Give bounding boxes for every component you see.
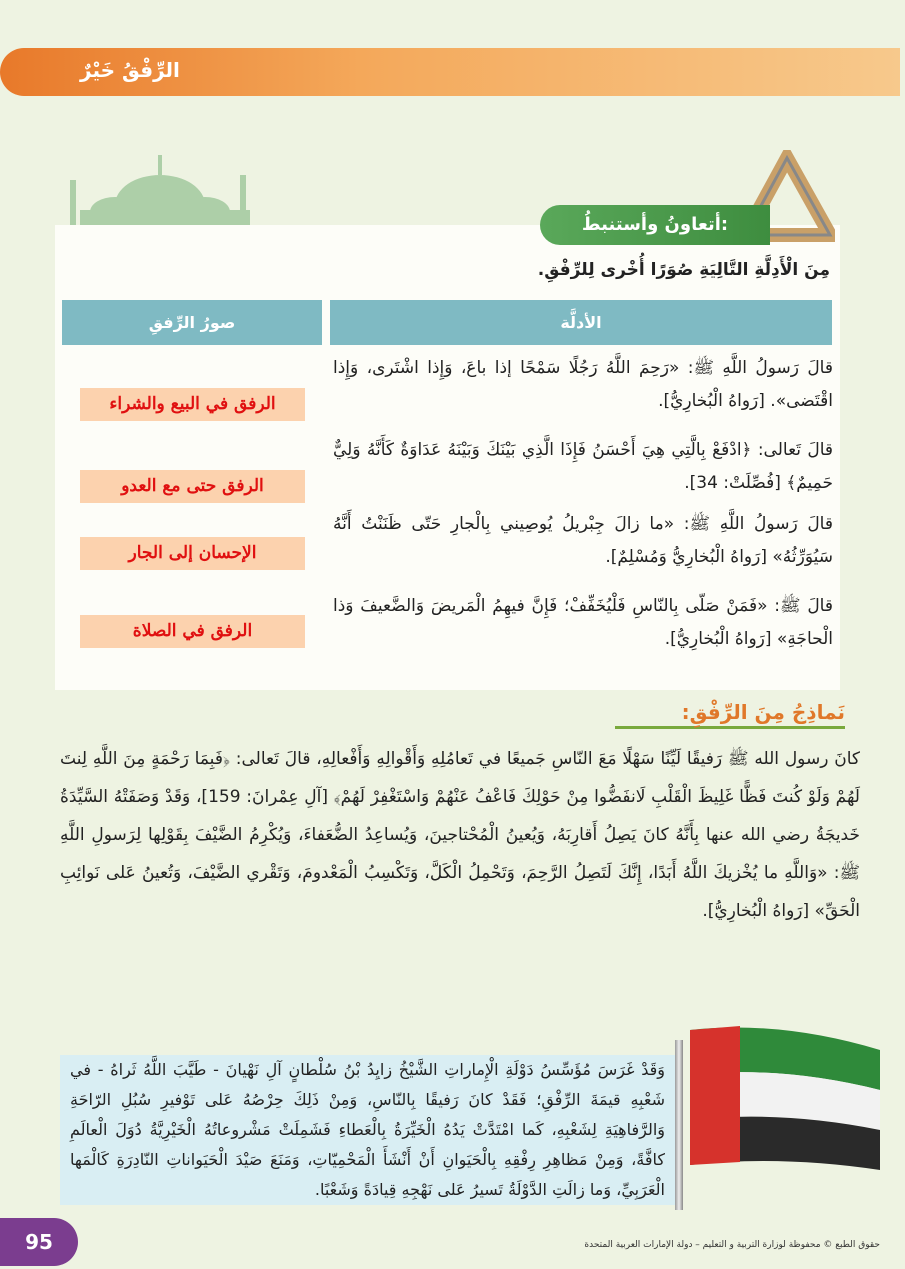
section-heading: نَماذِجُ مِنَ الرِّفْقِ:	[615, 700, 845, 729]
uae-info-box: وَقَدْ غَرَسَ مُؤَسِّسُ دَوْلَةِ الْإِماراتِ الشَّيْخُ زايِدُ بْنُ سُلْطانٍ آلِ نَهْيانَ - طَيَّبَ اللَّهُ ثَراهُ - في شَعْبِهِ قيمَةَ الرِّفْقِ؛ فَقَدْ كانَ رَفيقًا بِالنّاسِ، وَمِنْ ذَلِكَ حِرْصُهُ عَلى تَوْفيرِ سُبُلِ الرّاحَةِ وَالرَّفاهِيَةِ لِشَعْبِهِ، كَما امْتَدَّتْ يَدُهُ الْخَيِّرَةُ بِالْعَطاءِ فَشَمِلَتْ مَشْروعاتُهُ الْخَيْرِيَّةُ دُوَلَ الْعالَمِ كافَّةً، وَمِنْ مَظاهِرِ رِفْقِهِ بِالْحَيَوانِ أَنْ أَنْشَأَ الْمَحْمِيّاتِ، وَمَنَعَ صَيْدَ الْحَيَواناتِ النّادِرَةِ كَالْمَها الْعَرَبِيِّ، وَما زالَتِ الدَّوْلَةُ تَسيرُ عَلى نَهْجِهِ قِيادَةً وَشَعْبًا.	[60, 1055, 675, 1205]
flag-pole	[675, 1040, 683, 1210]
activity-banner: أتعاونُ وأستنبطُ:	[540, 205, 770, 245]
chapter-title: الرِّفْقُ خَيْرٌ	[80, 58, 180, 82]
table-header-evidence: الأدلَّة	[330, 300, 832, 345]
page-number: 95	[0, 1218, 78, 1266]
chapter-header-band	[0, 48, 900, 96]
mosque-silhouette-icon	[60, 150, 260, 225]
answer-box[interactable]: الرفق حتى مع العدو	[80, 470, 305, 503]
table-row-evidence: قالَ تَعالى: ﴿ادْفَعْ بِالَّتِي هِيَ أَحْسَنُ فَإِذَا الَّذِي بَيْنَكَ وَبَيْنَهُ عَدَاوَةٌ كَأَنَّهُ وَلِيٌّ حَمِيمٌ﴾ [فُصِّلَتْ: 34].	[333, 440, 833, 493]
table-row-evidence: قالَ رَسولُ اللَّهِ ﷺ: «ما زالَ جِبْريلُ يُوصِيني بِالْجارِ حَتّى ظَنَنْتُ أَنَّهُ سَيُوَرِّثُهُ» [رَواهُ الْبُخارِيُّ وَمُسْلِمٌ].	[333, 514, 833, 567]
table-header-forms: صورُ الرِّفقِ	[62, 300, 322, 345]
copyright-footer: حقوق الطبع © محفوظة لوزارة التربية و التعليم – دولة الإمارات العربية المتحدة	[584, 1240, 880, 1250]
examples-paragraph: كانَ رسول الله ﷺ رَفيقًا لَيِّنًا سَهْلًا مَعَ النّاسِ جَميعًا في تَعامُلِهِ وَأَقْوالِهِ وَأَفْعالِهِ، قالَ تَعالى: ﴿فَبِمَا رَحْمَةٍ مِنَ اللَّهِ لِنتَ لَهُمْ وَلَوْ كُنتَ فَظًّا غَلِيظَ الْقَلْبِ لَانفَضُّوا مِنْ حَوْلِكَ فَاعْفُ عَنْهُمْ وَاسْتَغْفِرْ لَهُمْ﴾ [آلِ عِمْرانَ: 159]، وَقَدْ وَصَفَتْهُ السَّيِّدَةُ خَديجَةُ رضي الله عنها بِأَنَّهُ كانَ يَصِلُ أَقارِبَهُ، وَيُعينُ الْمُحْتاجينَ، وَيُساعِدُ الضُّعَفاءَ، وَيُكْرِمُ الضَّيْفَ بِقَوْلِها لِرَسولِ اللَّهِ ﷺ: «وَاللَّهِ ما يُخْزيكَ اللَّهُ أَبَدًا، إِنَّكَ لَتَصِلُ الرَّحِمَ، وَتَحْمِلُ الْكَلَّ، وَتَكْسِبُ الْمَعْدومَ، وَتَقْري الضَّيْفَ، وَتُعينُ عَلى نَوائِبِ الْحَقِّ» [رَواهُ الْبُخارِيُّ].	[60, 749, 860, 921]
uae-flag-image	[690, 1020, 880, 1190]
table-row-evidence: قالَ رَسولُ اللَّهِ ﷺ: «رَحِمَ اللَّهُ رَجُلًا سَمْحًا إذا باعَ، وَإِذا اشْتَرى، وَإِذا اقْتَضى». [رَواهُ الْبُخارِيُّ].	[333, 358, 833, 411]
answer-box[interactable]: الرفق في البيع والشراء	[80, 388, 305, 421]
answer-box[interactable]: الإحسان إلى الجار	[80, 537, 305, 570]
answer-box[interactable]: الرفق في الصلاة	[80, 615, 305, 648]
table-row-evidence: قالَ ﷺ: «فَمَنْ صَلّى بِالنّاسِ فَلْيُخَفِّفْ؛ فَإِنَّ فيهِمُ الْمَريضَ وَالضَّعيفَ وَذا الْحاجَةِ» [رَواهُ الْبُخارِيُّ].	[333, 596, 833, 649]
activity-instruction: مِنَ الْأَدِلَّةِ التَّالِيَةِ صُوَرًا أُخْرى لِلرِّفْقِ.	[537, 260, 830, 280]
